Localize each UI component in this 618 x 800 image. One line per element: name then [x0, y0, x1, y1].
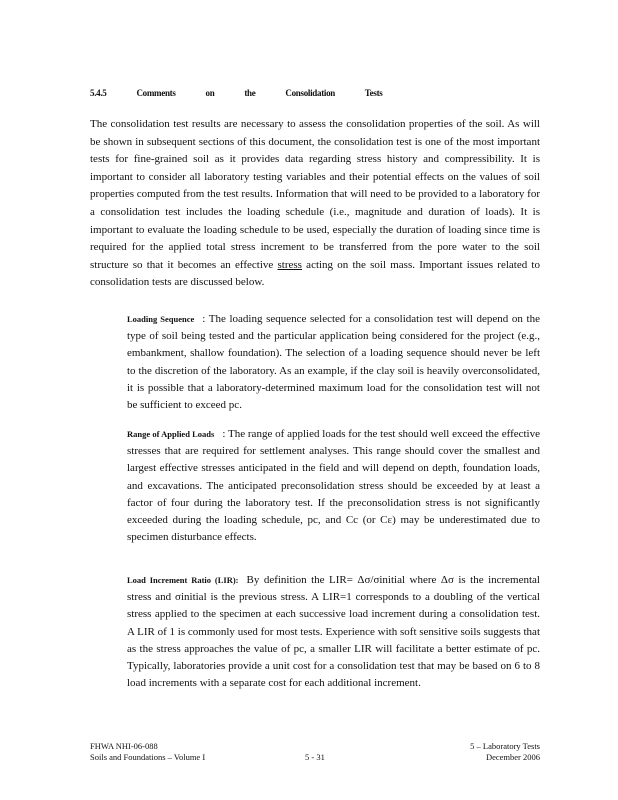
- bullet-term: Load Increment Ratio (LIR):: [127, 575, 239, 585]
- bullet-text: : The range of applied loads for the test should well exceed the effective stresses that are required for settlement analyses. This range should cover the smallest and largest effective stresses anticipated in the field and will depend on depth, foundation loads, and excavations. The anticipated preconsolidation stress should be exceeded by at least a factor of four during the laboratory test. If the preconsolidation stress is not significantly exceeded during the loading schedule, pc, and Cc (or Cε) may be underestimated due to specimen disturbance effects.: [127, 428, 540, 544]
- section-heading: 5.4.5 Comments on the Consolidation Tests: [90, 88, 383, 98]
- bullet-loading-sequence: [108, 311, 540, 414]
- bullet-text: By definition the LIR= Δσ/σinitial where Δσ is the incremental stress and σinitial is the previous stress. A LIR=1 corresponds to a doubling of the vertical stress applied to the specimen at each successive load increment during a consolidation test. A LIR of 1 is commonly used for most tests. Experience with soft sensitive soils suggests that as the stress approaches the value of pc, a smaller LIR will facilitate a better estimate of pc. Typically, laboratories provide a unit cost for a consolidation test that may be based on 6 to 8 load increments with a separate cost for each additional increment.: [127, 574, 540, 690]
- bullet-load-increment-ratio: [108, 572, 540, 692]
- footer-left: FHWA NHI-06-088 Soils and Foundations – Volume I: [90, 741, 206, 762]
- intro-paragraph: [90, 116, 540, 292]
- footer-right: 5 – Laboratory Tests December 2006: [470, 741, 540, 762]
- intro-text: The consolidation test results are necessary to assess the consolidation properties of the soil. As will be shown in subsequent sections of this document, the consolidation test is one of the most important tests for fine-grained soil as it provides data regarding stress history and compressibility. It is important to consider all laboratory testing variables and their potential effects on the values of soil properties computed from the test results. Information that will need to be provided to a laboratory for a consolidation test includes the loading schedule (i.e., magnitude and duration of loads). It is important to evaluate the loading schedule to be used, especially the duration of loading since time is required for the applied total stress increment to be transferred from the pore water to the soil structure so that it becomes an effective: [90, 118, 540, 271]
- intro-text-end: acting on the soil mass. Important issues related to consolidation tests are discussed below.: [90, 258, 540, 289]
- page-number: 5 - 31: [305, 752, 325, 762]
- bullet-text: : The loading sequence selected for a consolidation test will depend on the type of soil being tested and the particular application being considered for the project (e.g., embankment, shallow foundation). The selection of a loading sequence should never be left to the discretion of the laboratory. As an example, if the clay soil is heavily overconsolidated, it is possible that a laboratory-determined maximum load for the consolidation test will not be sufficient to exceed pc.: [127, 313, 540, 412]
- bullet-term: Loading Sequence: [127, 314, 195, 324]
- intro-underlined-word: stress: [277, 258, 302, 271]
- bullet-range-of-applied-loads: [108, 426, 540, 546]
- bullet-term: Range of Applied Loads: [127, 429, 215, 439]
